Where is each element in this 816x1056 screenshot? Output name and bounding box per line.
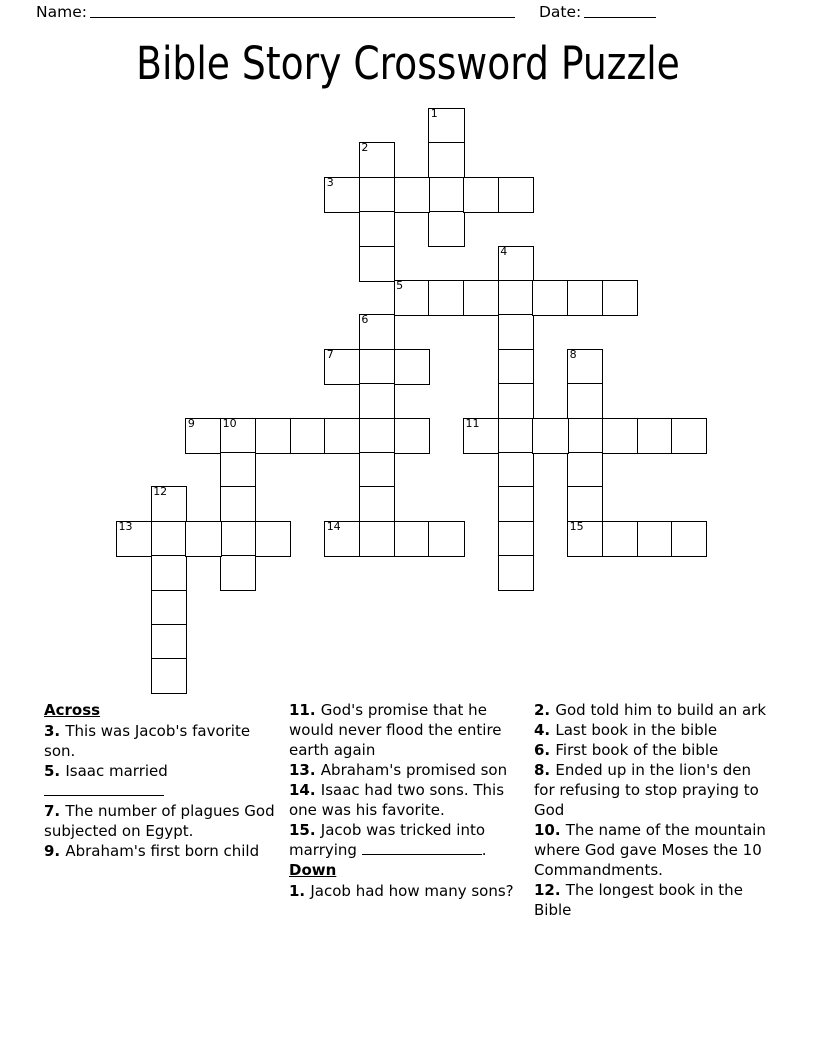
crossword-cell[interactable] [428,142,464,178]
clue-text: Jacob had how many sons? [310,882,514,900]
clue-text: Jacob was tricked into marrying [289,821,486,859]
crossword-cell[interactable] [428,280,464,316]
page-title: Bible Story Crossword Puzzle [136,37,680,90]
clue-text: First book of the bible [555,741,719,759]
cell-number-4: 4 [500,244,508,258]
clue-text: The number of plagues God subjected on Egypt. [44,802,275,840]
clue-text: Isaac married [65,762,168,780]
clue-number: 13. [289,761,321,779]
cell-number-12: 12 [153,485,168,499]
crossword-cell[interactable] [290,418,326,454]
crossword-cell[interactable] [567,280,603,316]
clue-number: 3. [44,722,66,740]
cell-number-7: 7 [326,347,334,361]
crossword-cell[interactable] [359,452,395,488]
crossword-cell[interactable] [151,521,187,557]
crossword-cell[interactable] [637,418,673,454]
clue-number: 14. [289,781,321,799]
crossword-cell[interactable] [185,521,221,557]
clue-number: 6. [534,741,556,759]
clue-across-5 [44,761,279,801]
crossword-cell[interactable] [359,521,395,557]
clue-across-3 [44,721,279,761]
crossword-cell[interactable] [428,108,464,144]
crossword-cell[interactable] [324,418,360,454]
crossword-cell[interactable] [394,280,430,316]
crossword-cell[interactable] [324,349,360,385]
crossword-cell[interactable] [185,418,221,454]
crossword-cell[interactable] [220,452,256,488]
crossword-cell[interactable] [498,280,534,316]
clue-number: 12. [534,881,566,899]
cell-number-10: 10 [222,416,237,430]
crossword-cell[interactable] [151,590,187,626]
crossword-cell[interactable] [394,177,430,213]
crossword-cell[interactable] [498,418,534,454]
crossword-cell[interactable] [116,521,152,557]
clue-heading-down: Down [289,861,337,879]
crossword-cell[interactable] [359,486,395,522]
clue-down-4 [534,720,770,740]
crossword-cell[interactable] [567,418,603,454]
crossword-cell[interactable] [463,177,499,213]
crossword-cell[interactable] [324,521,360,557]
clue-across-13 [289,760,524,780]
clue-column-3 [534,700,780,920]
clue-answer-blank[interactable] [44,783,164,796]
clue-heading-across: Across [44,701,101,719]
clue-number: 2. [534,701,556,719]
clue-down-2 [534,700,770,720]
clue-down-12 [534,880,770,920]
cell-number-2: 2 [361,141,369,155]
crossword-cell[interactable] [498,177,534,213]
crossword-cell[interactable] [151,624,187,660]
crossword-cell[interactable] [602,280,638,316]
crossword-cell[interactable] [151,658,187,694]
crossword-cell[interactable] [359,142,395,178]
crossword-cell[interactable] [255,418,291,454]
crossword-cell[interactable] [532,280,568,316]
cell-number-3: 3 [326,175,334,189]
clue-down-1 [289,881,524,901]
crossword-cell[interactable] [498,383,534,419]
crossword-cell[interactable] [498,486,534,522]
crossword-cell[interactable] [602,418,638,454]
crossword-cell[interactable] [428,521,464,557]
crossword-cell[interactable] [359,177,395,213]
clue-text: Last book in the bible [555,721,718,739]
crossword-cell[interactable] [394,521,430,557]
crossword-cell[interactable] [498,452,534,488]
clue-text: God told him to build an ark [555,701,767,719]
clue-text: Ended up in the lion's den for refusing to stop praying to God [534,761,759,819]
crossword-cell[interactable] [567,383,603,419]
crossword-cell[interactable] [359,349,395,385]
crossword-cell[interactable] [567,452,603,488]
crossword-cell[interactable] [463,418,499,454]
crossword-cell[interactable] [567,521,603,557]
crossword-cell[interactable] [220,555,256,591]
crossword-cell[interactable] [394,418,430,454]
crossword-cell[interactable] [324,177,360,213]
crossword-cell[interactable] [498,349,534,385]
clue-number: 11. [289,701,321,719]
crossword-cell[interactable] [255,521,291,557]
cell-number-6: 6 [361,313,369,327]
clue-number: 7. [44,802,66,820]
clue-answer-blank[interactable] [362,842,482,855]
crossword-cell[interactable] [359,383,395,419]
clue-number: 8. [534,761,556,779]
cell-number-14: 14 [326,519,341,533]
clue-text: The longest book in the Bible [534,881,743,919]
crossword-cell[interactable] [220,418,256,454]
crossword-cell[interactable] [359,246,395,282]
clue-column-2 [289,700,534,920]
clue-text: Abraham's promised son [320,761,508,779]
clue-across-14 [289,780,524,820]
name-label: Name: [36,3,87,21]
clue-section [44,700,780,920]
clue-number: 5. [44,762,66,780]
crossword-cell[interactable] [151,555,187,591]
clue-down-8 [534,760,770,820]
crossword-cell[interactable] [428,211,464,247]
clue-text: The name of the mountain where God gave Moses the 10 Commandments. [534,821,766,879]
crossword-cell[interactable] [671,521,707,557]
crossword-cell[interactable] [498,521,534,557]
cell-number-8: 8 [569,347,577,361]
crossword-cell[interactable] [602,521,638,557]
clue-across-15 [289,820,524,860]
cell-number-1: 1 [430,107,438,120]
cell-number-11: 11 [465,416,480,430]
crossword-cell[interactable] [359,418,395,454]
clue-number: 9. [44,842,66,860]
crossword-cell[interactable] [532,418,568,454]
clue-text: This was Jacob's favorite son. [44,722,251,760]
clue-across-7 [44,801,279,841]
clue-number: 1. [289,882,311,900]
crossword-cell[interactable] [359,211,395,247]
crossword-cell[interactable] [637,521,673,557]
clue-across-11 [289,700,524,760]
cell-number-9: 9 [187,416,195,430]
crossword-cell[interactable] [359,314,395,350]
date-label: Date: [538,3,582,21]
cell-number-13: 13 [118,519,133,533]
crossword-cell[interactable] [498,246,534,282]
clue-number: 15. [289,821,321,839]
clue-down-10 [534,820,770,880]
clue-column-1 [44,700,289,920]
cell-number-15: 15 [569,519,584,533]
crossword-cell[interactable] [151,486,187,522]
crossword-cell[interactable] [567,486,603,522]
cell-number-5: 5 [396,279,404,292]
clue-number: 4. [534,721,556,739]
crossword-cell[interactable] [671,418,707,454]
crossword-cell[interactable] [498,314,534,350]
crossword-cell[interactable] [463,280,499,316]
crossword-cell[interactable] [220,486,256,522]
crossword-cell[interactable] [394,349,430,385]
crossword-cell[interactable] [220,521,256,557]
clue-text: Abraham's first born child [65,842,260,860]
clue-down-6 [534,740,770,760]
clue-text: Isaac had two sons. This one was his favorite. [289,781,505,819]
crossword-cell[interactable] [428,177,464,213]
crossword-cell[interactable] [567,349,603,385]
clue-number: 10. [534,821,566,839]
clue-text-suffix: . [481,841,487,859]
crossword-cell[interactable] [498,555,534,591]
clue-across-9 [44,841,279,861]
clue-text: God's promise that he would never flood the entire earth again [289,701,502,759]
